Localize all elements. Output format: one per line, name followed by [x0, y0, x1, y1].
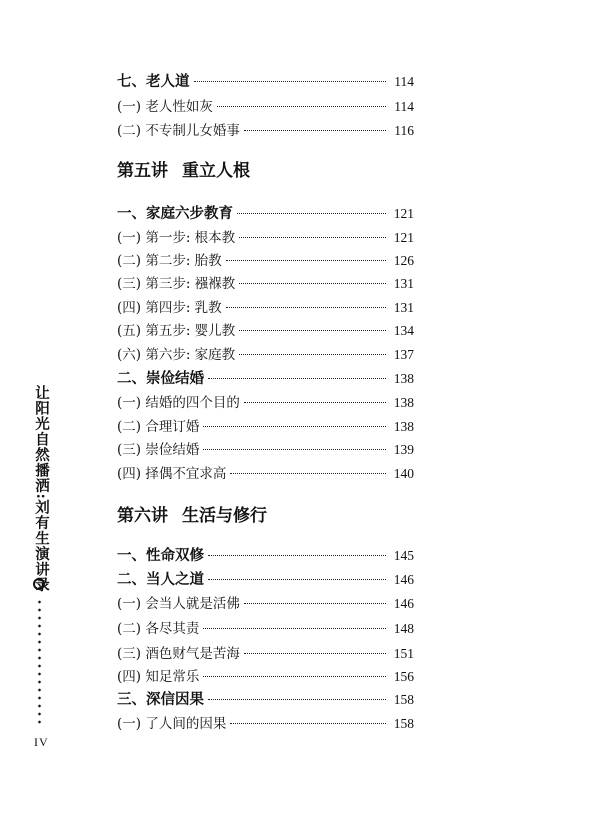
- toc-entry-page: 114: [394, 74, 414, 89]
- dot-leader: [217, 106, 386, 107]
- toc-entry-label: 三、深信因果: [117, 691, 204, 708]
- toc-subentry[interactable]: [117, 464, 414, 484]
- toc-entry-page: 126: [393, 253, 414, 268]
- toc-entry-page: 138: [393, 371, 414, 386]
- toc-entry-page: 146: [393, 596, 414, 611]
- toc-subentry[interactable]: [117, 274, 414, 294]
- toc-entry-page: 114: [394, 99, 414, 114]
- dot-leader: [244, 402, 386, 403]
- toc-subentry[interactable]: [117, 594, 414, 614]
- toc-subentry[interactable]: [117, 251, 414, 271]
- toc-subentry[interactable]: [117, 619, 414, 639]
- toc-entry-page: 131: [393, 276, 414, 291]
- dot-leader: [239, 237, 386, 238]
- toc-entry-page: 131: [393, 300, 414, 315]
- toc-entry-label: (四) 择偶不宜求高: [117, 466, 227, 482]
- toc-entry-page: 138: [393, 395, 414, 410]
- toc-subentry[interactable]: [117, 714, 414, 734]
- dot-leader: [230, 723, 386, 724]
- toc-section-entry[interactable]: [117, 369, 414, 389]
- toc-entry-page: 145: [393, 548, 414, 563]
- dot-leader: [203, 449, 386, 450]
- toc-entry-page: 146: [393, 572, 414, 587]
- toc-entry-label: 一、家庭六步教育: [117, 205, 233, 222]
- dot-leader: [208, 699, 386, 700]
- chapter-title: 生活与修行: [182, 506, 267, 526]
- chapter-heading: [117, 505, 267, 527]
- dotted-line-ornament: [38, 598, 41, 728]
- toc-entry-label: (二) 合理订婚: [117, 419, 200, 435]
- toc-section-entry[interactable]: [117, 570, 414, 590]
- toc-entry-label: (四) 知足常乐: [117, 669, 200, 685]
- dot-leader: [226, 307, 386, 308]
- toc-entry-label: (二) 不专制儿女婚事: [117, 123, 240, 139]
- dot-leader: [244, 603, 386, 604]
- toc-entry-label: (二) 各尽其责: [117, 621, 200, 637]
- dot-leader: [239, 330, 386, 331]
- toc-entry-label: (三) 第三步: 襁褓教: [117, 276, 236, 292]
- toc-subentry[interactable]: [117, 228, 414, 248]
- toc-entry-label: (三) 酒色财气是苦海: [117, 646, 240, 662]
- dot-leader: [230, 473, 386, 474]
- toc-subentry[interactable]: [117, 321, 414, 341]
- dot-leader: [208, 378, 386, 379]
- dot-leader: [244, 653, 386, 654]
- toc-entry-label: 二、崇俭结婚: [117, 370, 204, 387]
- dot-leader: [203, 676, 386, 677]
- toc-subentry[interactable]: [117, 345, 414, 365]
- dot-leader: [208, 579, 386, 580]
- toc-entry-label: 七、老人道: [117, 73, 190, 90]
- toc-entry-label: (一) 了人间的因果: [117, 716, 227, 732]
- chapter-number: 第六讲: [117, 506, 168, 526]
- toc-entry-page: 134: [393, 323, 414, 338]
- toc-entry-page: 158: [393, 716, 414, 731]
- chapter-heading: [117, 160, 250, 182]
- circle-ornament-icon: [33, 578, 45, 590]
- toc-entry-label: (二) 第二步: 胎教: [117, 253, 222, 269]
- toc-subentry[interactable]: [117, 417, 414, 437]
- toc-entry-label: 二、当人之道: [117, 571, 204, 588]
- toc-subentry[interactable]: [117, 644, 414, 664]
- dot-leader: [208, 555, 386, 556]
- toc-entry-page: 148: [393, 621, 414, 636]
- toc-entry-page: 158: [393, 692, 414, 707]
- dot-leader: [244, 130, 386, 131]
- dot-leader: [194, 81, 387, 82]
- toc-section-entry[interactable]: [117, 204, 414, 224]
- toc-entry-label: (三) 崇俭结婚: [117, 442, 200, 458]
- toc-subentry[interactable]: [117, 97, 414, 117]
- toc-entry-page: 151: [393, 646, 414, 661]
- toc-entry-label: (一) 第一步: 根本教: [117, 230, 236, 246]
- dot-leader: [203, 426, 386, 427]
- toc-entry-label: 一、性命双修: [117, 547, 204, 564]
- toc-entry-label: (一) 结婚的四个目的: [117, 395, 240, 411]
- toc-entry-page: 121: [393, 206, 414, 221]
- toc-entry-label: (四) 第四步: 乳教: [117, 300, 222, 316]
- toc-entry-label: (五) 第五步: 婴儿教: [117, 323, 236, 339]
- dot-leader: [239, 283, 386, 284]
- page-number: IV: [34, 735, 49, 749]
- toc-entry-page: 137: [393, 347, 414, 362]
- dot-leader: [237, 213, 386, 214]
- vertical-book-title: 让阳光自然播洒:刘有生演讲录: [33, 385, 50, 593]
- toc-entry-page: 139: [393, 442, 414, 457]
- toc-subentry[interactable]: [117, 121, 414, 141]
- toc-section-entry[interactable]: [117, 72, 414, 92]
- toc-entry-label: (一) 会当人就是活佛: [117, 596, 240, 612]
- toc-entry-page: 156: [393, 669, 414, 684]
- dot-leader: [226, 260, 386, 261]
- dot-leader: [239, 354, 386, 355]
- dot-leader: [203, 628, 386, 629]
- toc-subentry[interactable]: [117, 440, 414, 460]
- toc-entry-label: (六) 第六步: 家庭教: [117, 347, 236, 363]
- chapter-number: 第五讲: [117, 161, 168, 181]
- toc-entry-page: 140: [393, 466, 414, 481]
- toc-subentry[interactable]: [117, 393, 414, 413]
- toc-section-entry[interactable]: [117, 690, 414, 710]
- toc-subentry[interactable]: [117, 298, 414, 318]
- toc-entry-page: 116: [394, 123, 414, 138]
- toc-entry-page: 138: [393, 419, 414, 434]
- toc-entry-page: 121: [393, 230, 414, 245]
- toc-section-entry[interactable]: [117, 546, 414, 566]
- toc-subentry[interactable]: [117, 667, 414, 687]
- chapter-title: 重立人根: [182, 161, 250, 181]
- toc-entry-label: (一) 老人性如灰: [117, 99, 213, 115]
